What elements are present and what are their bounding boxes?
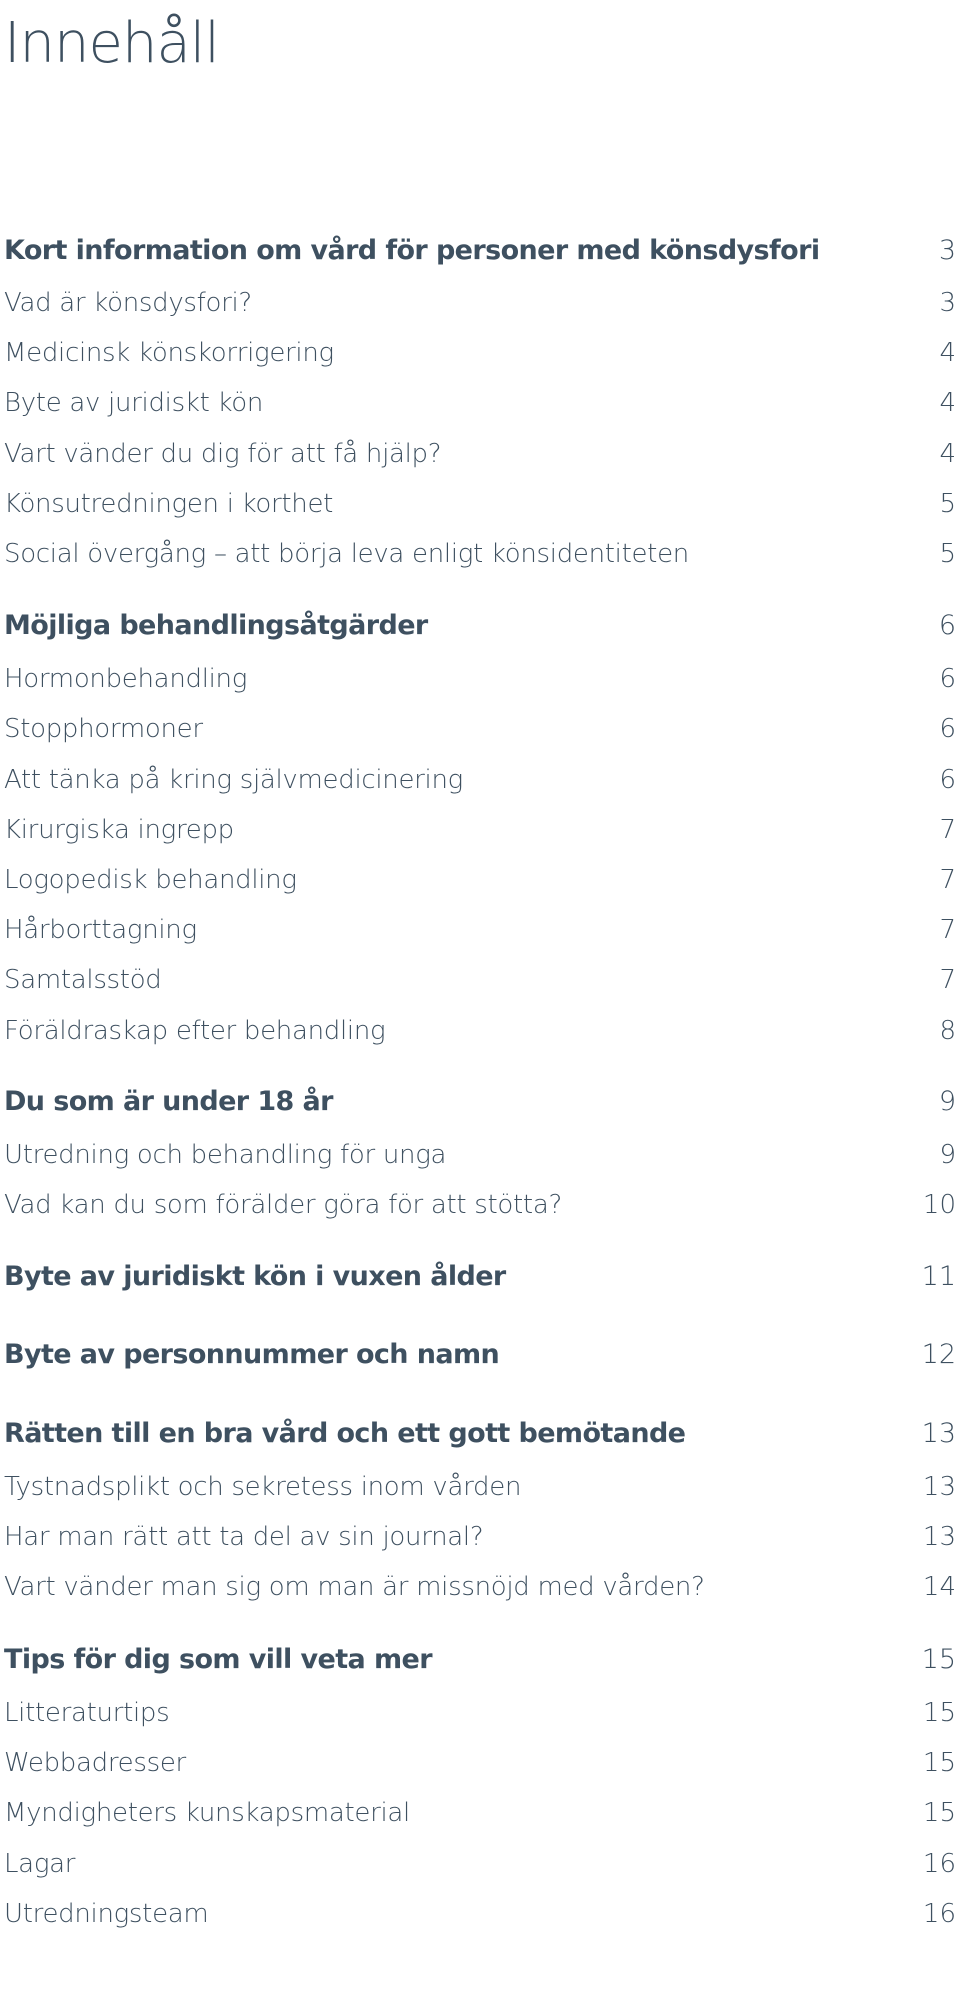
- toc-page-number: 4: [939, 338, 956, 368]
- toc-item-row: [4, 1791, 956, 1835]
- toc-item-row: [4, 758, 956, 802]
- toc-item-title: Kirurgiska ingrepp: [4, 815, 234, 845]
- toc-item-title: Logopedisk behandling: [4, 865, 297, 895]
- toc-page-number: 8: [939, 1016, 956, 1046]
- toc-page-number: 3: [938, 234, 956, 266]
- toc-page-number: 12: [921, 1338, 956, 1370]
- toc-item-row: [4, 331, 956, 375]
- toc-section-row: [4, 228, 956, 272]
- toc-page-number: 16: [922, 1899, 956, 1929]
- toc-item-title: Medicinsk könskorrigering: [4, 338, 334, 368]
- toc-page-number: 10: [922, 1190, 956, 1220]
- toc-section-title: Möjliga behandlingsåtgärder: [4, 609, 428, 641]
- toc-item-row: [4, 381, 956, 425]
- toc-page-number: 3: [939, 288, 956, 318]
- toc-item-row: [4, 1691, 956, 1735]
- toc-section-row: [4, 1637, 956, 1681]
- toc-section-title: Byte av juridiskt kön i vuxen ålder: [4, 1260, 506, 1292]
- toc-item-title: Att tänka på kring självmedicinering: [4, 765, 463, 795]
- toc-item-title: Utredning och behandling för unga: [4, 1140, 447, 1170]
- toc-item-title: Vad är könsdysfori?: [4, 288, 252, 318]
- toc-section-row: [4, 1411, 956, 1455]
- toc-item-title: Stopphormoner: [4, 714, 203, 744]
- toc-item-row: [4, 1009, 956, 1053]
- toc-item-title: Social övergång – att börja leva enligt könsidentiteten: [4, 539, 689, 569]
- toc-item-title: Hormonbehandling: [4, 664, 248, 694]
- toc-item-row: [4, 432, 956, 476]
- toc-page-number: 11: [921, 1260, 956, 1292]
- toc-page-number: 15: [922, 1748, 956, 1778]
- toc-item-row: [4, 482, 956, 526]
- toc-item-row: [4, 1741, 956, 1785]
- toc-item-row: [4, 958, 956, 1002]
- page-title: Innehåll: [4, 11, 219, 76]
- toc-item-title: Byte av juridiskt kön: [4, 388, 264, 418]
- toc-section-row: [4, 1332, 956, 1376]
- toc-page-number: 9: [939, 1140, 956, 1170]
- toc-page-number: 7: [939, 965, 956, 995]
- toc-item-title: Tystnadsplikt och sekretess inom vården: [4, 1472, 522, 1502]
- toc-page-number: 6: [939, 714, 956, 744]
- toc-item-row: [4, 1465, 956, 1509]
- toc-page-number: 7: [939, 865, 956, 895]
- toc-item-row: [4, 908, 956, 952]
- toc-page-number: 15: [922, 1698, 956, 1728]
- toc-page-number: 13: [921, 1417, 956, 1449]
- toc-item-row: [4, 1183, 956, 1227]
- toc-item-title: Samtalsstöd: [4, 965, 162, 995]
- toc-item-title: Lagar: [4, 1849, 76, 1879]
- toc-item-row: [4, 1515, 956, 1559]
- toc-page-number: 13: [922, 1522, 956, 1552]
- toc-item-row: [4, 808, 956, 852]
- toc-item-row: [4, 1133, 956, 1177]
- toc-page-number: 6: [939, 664, 956, 694]
- toc-page-number: 15: [922, 1798, 956, 1828]
- toc-page-number: 6: [938, 609, 956, 641]
- toc-page-number: 7: [939, 915, 956, 945]
- toc-section-title: Kort information om vård för personer med könsdysfori: [4, 234, 820, 266]
- toc-item-row: [4, 281, 956, 325]
- toc-page-number: 14: [922, 1572, 956, 1602]
- toc-page-number: 5: [939, 489, 956, 519]
- toc-item-title: Hårborttagning: [4, 915, 197, 945]
- toc-item-title: Vart vänder du dig för att få hjälp?: [4, 439, 442, 469]
- toc-item-title: Myndigheters kunskapsmaterial: [4, 1798, 410, 1828]
- toc-page-number: 16: [922, 1849, 956, 1879]
- toc-item-row: [4, 1842, 956, 1886]
- toc-section-title: Du som är under 18 år: [4, 1085, 333, 1117]
- toc-page-number: 7: [939, 815, 956, 845]
- toc-item-row: [4, 532, 956, 576]
- toc-page-number: 4: [939, 439, 956, 469]
- toc-item-row: [4, 657, 956, 701]
- toc-item-row: [4, 1565, 956, 1609]
- toc-section-title: Byte av personnummer och namn: [4, 1338, 500, 1370]
- toc-item-title: Könsutredningen i korthet: [4, 489, 334, 519]
- toc-section-row: [4, 603, 956, 647]
- toc-section-title: Rätten till en bra vård och ett gott bemötande: [4, 1417, 686, 1449]
- toc-page-number: 13: [922, 1472, 956, 1502]
- toc-item-title: Webbadresser: [4, 1748, 186, 1778]
- toc-item-row: [4, 1892, 956, 1936]
- toc-item-row: [4, 858, 956, 902]
- toc-item-title: Föräldraskap efter behandling: [4, 1016, 386, 1046]
- toc-item-title: Har man rätt att ta del av sin journal?: [4, 1522, 484, 1552]
- toc-item-title: Vart vänder man sig om man är missnöjd med vården?: [4, 1572, 705, 1602]
- toc-item-title: Vad kan du som förälder göra för att stötta?: [4, 1190, 562, 1220]
- toc-section-row: [4, 1079, 956, 1123]
- toc-page-number: 15: [921, 1643, 956, 1675]
- toc-page-number: 9: [938, 1085, 956, 1117]
- toc-section-row: [4, 1254, 956, 1298]
- toc-item-row: [4, 707, 956, 751]
- toc-section-title: Tips för dig som vill veta mer: [4, 1643, 432, 1675]
- toc-page-number: 6: [939, 765, 956, 795]
- toc-page-number: 5: [939, 539, 956, 569]
- toc-item-title: Litteraturtips: [4, 1698, 170, 1728]
- toc-page-number: 4: [939, 388, 956, 418]
- toc-item-title: Utredningsteam: [4, 1899, 209, 1929]
